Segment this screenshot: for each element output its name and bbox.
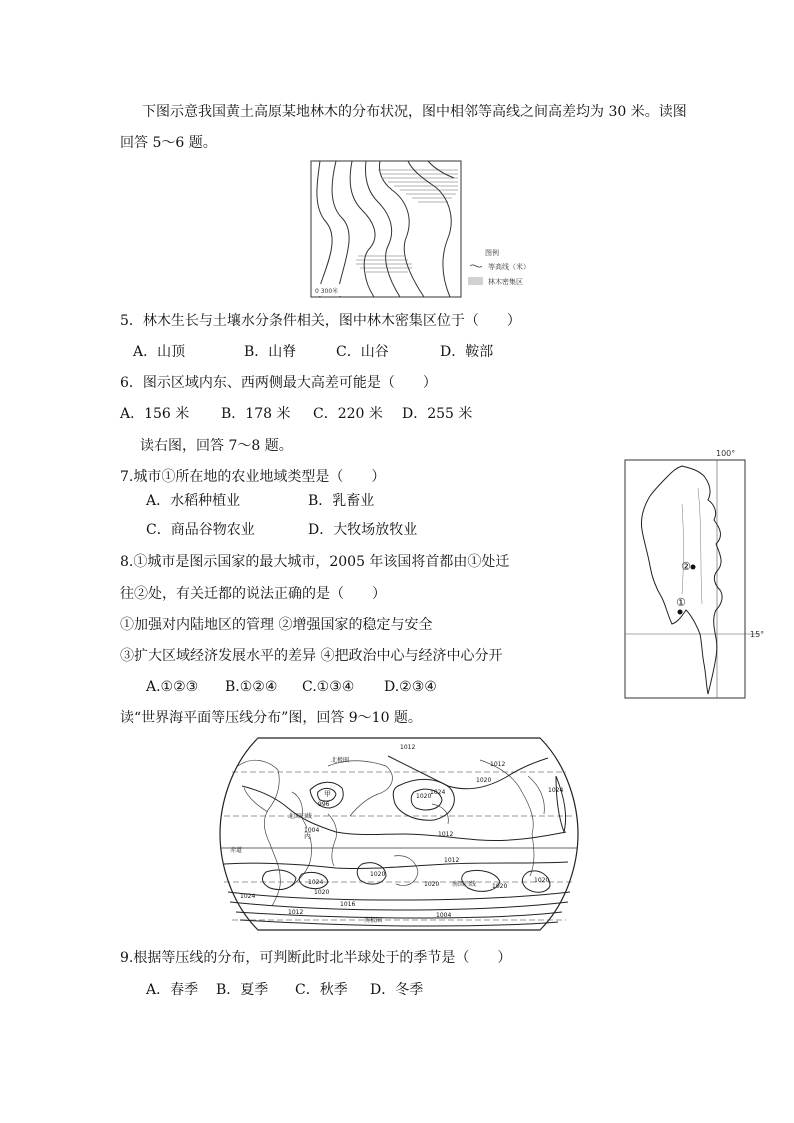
tropic-south-label: 南回归线 bbox=[452, 881, 477, 888]
city-2-label: ② bbox=[681, 560, 691, 573]
scale-label: 0 300米 bbox=[315, 288, 339, 295]
q6-option-d: D．255 米 bbox=[402, 406, 473, 422]
world-pressure-map bbox=[218, 736, 580, 932]
intro2-text: 读右图，回答 7～8 题。 bbox=[140, 438, 293, 454]
q9-option-c: C．秋季 bbox=[295, 982, 348, 998]
q5-option-b: B．山脊 bbox=[244, 344, 297, 360]
isobar-label: 1020 bbox=[370, 871, 386, 878]
city-1-label: ① bbox=[676, 596, 686, 609]
q7-stem: 7.城市①所在地的农业地域类型是（ ） bbox=[120, 469, 386, 485]
isobar-label: 1020 bbox=[424, 881, 440, 888]
isobar-label: 1012 bbox=[400, 744, 416, 751]
q8-statements-1: ①加强对内陆地区的管理 ②增强国家的稳定与安全 bbox=[120, 617, 433, 633]
isobar-label: 1024 bbox=[548, 787, 564, 794]
longitude-label: 100° bbox=[716, 449, 736, 458]
q8-stem-line1: 8.①城市是图示国家的最大城市，2005 年该国将首都由①处迁 bbox=[120, 554, 510, 570]
q6-option-a: A．156 米 bbox=[120, 406, 190, 422]
isobar-label: 1020 bbox=[476, 777, 492, 784]
intro3-text: 读“世界海平面等压线分布”图，回答 9～10 题。 bbox=[120, 710, 422, 726]
isobar-label: 1012 bbox=[288, 909, 304, 916]
point-bing-label: 丙 bbox=[304, 832, 311, 840]
q6-option-c: C．220 米 bbox=[313, 406, 383, 422]
legend-contour-label: 等高线（米） bbox=[488, 263, 530, 271]
q6-option-b: B．178 米 bbox=[221, 406, 291, 422]
q5-stem: 5．林木生长与土壤水分条件相关，图中林木密集区位于（ ） bbox=[120, 313, 521, 329]
q8-stem-line2: 往②处，有关迁都的说法正确的是（ ） bbox=[120, 586, 386, 602]
isobar-label: 1004 bbox=[304, 827, 320, 834]
q6-stem: 6．图示区域内东、西两侧最大高差可能是（ ） bbox=[120, 375, 437, 391]
isobar-label: 1020 bbox=[534, 877, 550, 884]
isobar-label: 1016 bbox=[340, 901, 356, 908]
tropic-north-label: 北回归线 bbox=[288, 813, 313, 820]
isobar-label: 1024 bbox=[240, 893, 256, 900]
contour-map bbox=[308, 158, 568, 300]
isobar-label: 1024 bbox=[430, 789, 446, 796]
arctic-circle-label: 北极圈 bbox=[331, 757, 350, 764]
q8-option-d: D.②③④ bbox=[384, 679, 437, 695]
latitude-label: 15° bbox=[750, 630, 765, 639]
isobar-label: 1020 bbox=[314, 889, 330, 896]
q5-option-a: A．山顶 bbox=[133, 344, 186, 360]
q7-option-c: C．商品谷物农业 bbox=[146, 522, 255, 538]
q9-stem: 9.根据等压线的分布，可判断此时北半球处于的季节是（ ） bbox=[120, 950, 512, 966]
city-2-marker bbox=[691, 565, 696, 570]
legend-forest-label: 林木密集区 bbox=[488, 278, 523, 286]
q8-option-b: B.①②④ bbox=[225, 679, 278, 695]
q5-option-d: D．鞍部 bbox=[440, 344, 494, 360]
isobar-label: 1020 bbox=[416, 793, 432, 800]
isobar-label: 1020 bbox=[492, 883, 508, 890]
q9-option-a: A．春季 bbox=[146, 982, 199, 998]
isobar-label: 1004 bbox=[436, 912, 452, 919]
antarctic-circle-label: 南极圈 bbox=[364, 917, 383, 924]
q9-option-d: D．冬季 bbox=[370, 982, 424, 998]
q8-option-a: A.①②③ bbox=[146, 679, 199, 695]
isobar-label: 1012 bbox=[444, 857, 460, 864]
q8-option-c: C.①③④ bbox=[302, 679, 355, 695]
myanmar-map bbox=[620, 444, 790, 702]
q5-option-c: C．山谷 bbox=[336, 344, 389, 360]
point-jia-label: 甲 bbox=[324, 790, 331, 798]
q7-option-a: A．水稻种植业 bbox=[146, 493, 241, 509]
intro-text-line2: 回答 5～6 题。 bbox=[120, 135, 217, 151]
q8-statements-2: ③扩大区域经济发展水平的差异 ④把政治中心与经济中心分开 bbox=[120, 648, 503, 664]
contour-lines bbox=[317, 161, 454, 297]
equator-label: 赤道 bbox=[230, 847, 243, 854]
isobar-label: 1012 bbox=[438, 831, 454, 838]
city-1-marker bbox=[678, 610, 683, 615]
country-outline bbox=[641, 466, 722, 694]
isobar-label: 1012 bbox=[490, 761, 506, 768]
isobar-label: 996 bbox=[318, 801, 330, 808]
legend-contour-icon bbox=[470, 265, 482, 267]
q7-option-d: D．大牧场放牧业 bbox=[308, 522, 418, 538]
q7-option-b: B．乳畜业 bbox=[308, 493, 375, 509]
legend-title: 图例 bbox=[485, 249, 499, 257]
legend-forest-icon bbox=[468, 278, 483, 284]
isobar-label: 1024 bbox=[308, 879, 324, 886]
q9-option-b: B．夏季 bbox=[216, 982, 269, 998]
intro-text-line1: 下图示意我国黄土高原某地林木的分布状况，图中相邻等高线之间高差均为 30 米。读图 bbox=[142, 104, 687, 120]
